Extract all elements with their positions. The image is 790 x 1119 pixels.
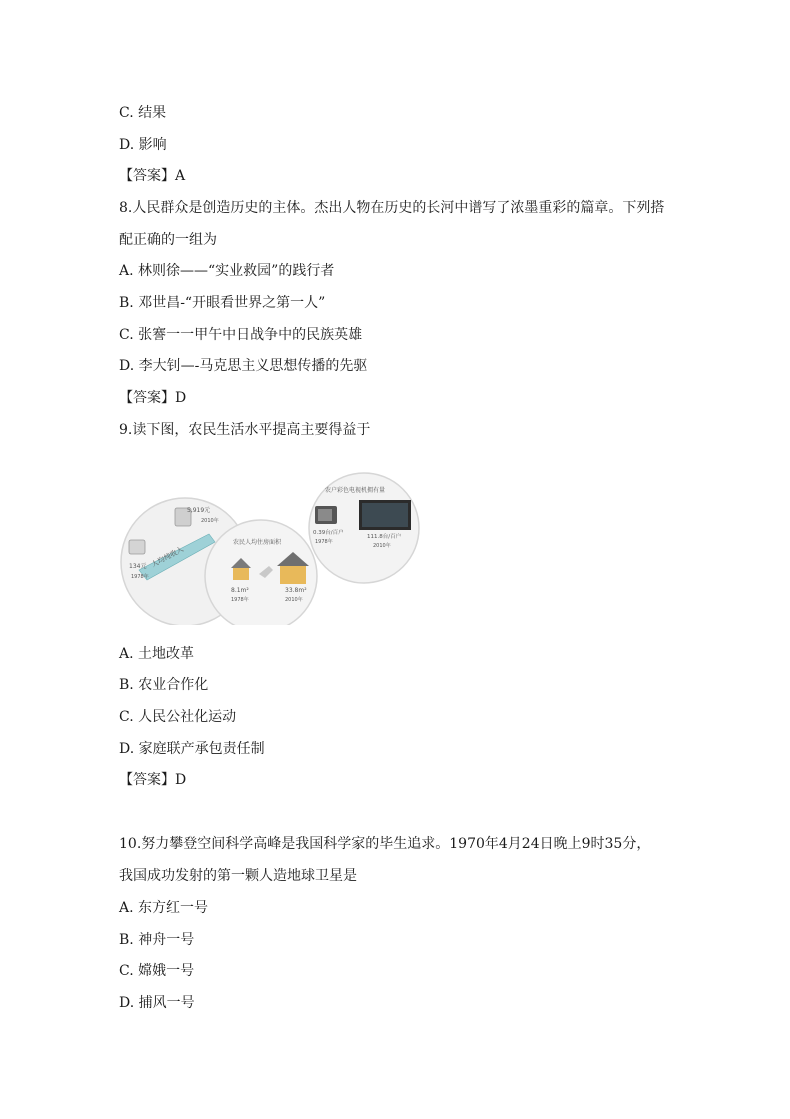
housing-high-year: 2010年 bbox=[285, 597, 303, 603]
income-bottom-year: 1978年 bbox=[131, 574, 149, 580]
housing-panel bbox=[205, 520, 317, 625]
q10-option-c: C. 嫦娥一号 bbox=[119, 963, 195, 979]
housing-high-value: 33.8m² bbox=[285, 587, 307, 594]
q7-option-d: D. 影响 bbox=[119, 137, 167, 153]
q8-stem-line1: 8.人民群众是创造历史的主体。杰出人物在历史的长河中谱写了浓墨重彩的篇章。下列搭 bbox=[119, 200, 665, 216]
q9-figure bbox=[119, 470, 421, 625]
q9-option-b: B. 农业合作化 bbox=[119, 677, 209, 693]
q8-answer: 【答案】D bbox=[119, 390, 187, 406]
income-top-year: 2010年 bbox=[201, 518, 219, 524]
q9-option-a: A. 土地改革 bbox=[119, 646, 195, 662]
q8-stem-line2: 配正确的一组为 bbox=[119, 232, 217, 248]
q7-answer: 【答案】A bbox=[119, 168, 186, 184]
tv-high-year: 2010年 bbox=[373, 543, 391, 549]
tv-low-value: 0.39台/百户 bbox=[313, 530, 344, 536]
tv-panel bbox=[309, 473, 419, 583]
q8-option-d: D. 李大钊—-马克思主义思想传播的先驱 bbox=[119, 358, 368, 374]
q8-option-a: A. 林则徐——“实业救园”的践行者 bbox=[119, 263, 335, 279]
flat-tv-icon bbox=[359, 500, 411, 530]
income-banner: 人均纯收入 bbox=[150, 545, 185, 569]
housing-low-year: 1978年 bbox=[231, 597, 249, 603]
q7-option-c: C. 结果 bbox=[119, 105, 167, 121]
tv-low-year: 1978年 bbox=[315, 539, 333, 545]
old-tv-icon bbox=[315, 506, 337, 524]
q10-stem-line1: 10.努力攀登空间科学高峰是我国科学家的毕生追求。1970年4月24日晚上9时35分， bbox=[119, 836, 651, 852]
income-top-value: 5,919元 bbox=[187, 507, 211, 514]
q9-option-d: D. 家庭联产承包责任制 bbox=[119, 741, 265, 757]
income-bottom-value: 134元 bbox=[129, 563, 147, 570]
q10-option-b: B. 神舟一号 bbox=[119, 932, 195, 948]
q9-option-c: C. 人民公社化运动 bbox=[119, 709, 237, 725]
tv-high-value: 111.8台/百户 bbox=[367, 534, 402, 540]
housing-low-value: 8.1m² bbox=[231, 587, 249, 594]
q10-option-a: A. 东方红一号 bbox=[119, 900, 209, 916]
q8-option-c: C. 张謇一一甲午中日战争中的民族英雄 bbox=[119, 327, 363, 343]
q10-stem-line2: 我国成功发射的第一颗人造地球卫星是 bbox=[119, 868, 357, 884]
q10-option-d: D. 捕风一号 bbox=[119, 995, 195, 1011]
q9-stem: 9.读下图，农民生活水平提高主要得益于 bbox=[119, 422, 371, 438]
q8-option-b: B. 邓世昌-“开眼看世界之第一人” bbox=[119, 295, 326, 311]
tv-title: 农户彩色电视机拥有量 bbox=[325, 487, 386, 494]
housing-title: 农民人均住房面积 bbox=[233, 539, 282, 546]
q9-answer: 【答案】D bbox=[119, 772, 187, 788]
